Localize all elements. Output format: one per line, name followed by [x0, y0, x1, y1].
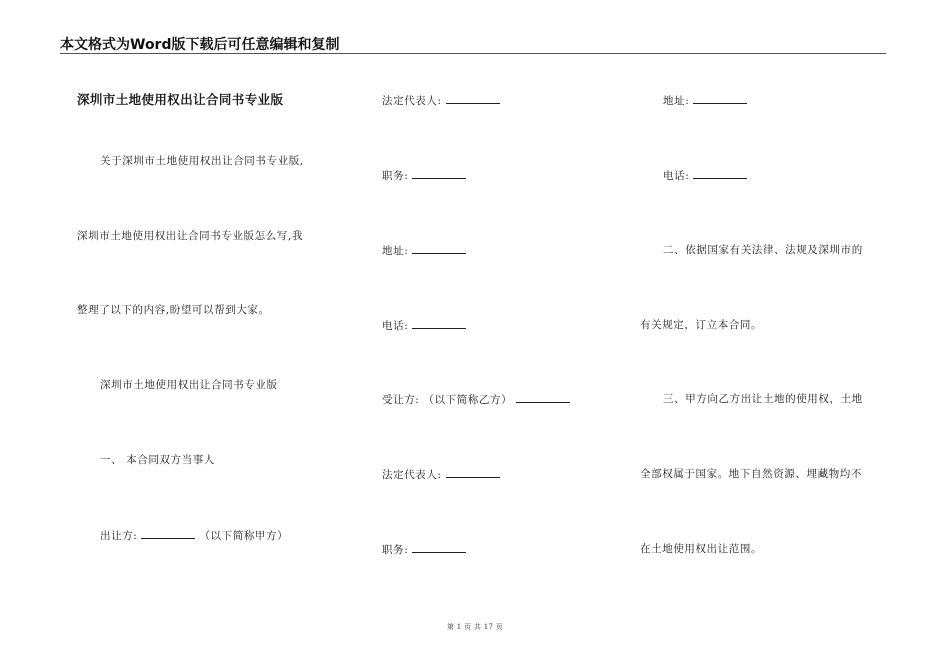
- blank-line: [141, 528, 195, 539]
- field-label: 电话:: [663, 170, 690, 182]
- field-label: 法定代表人:: [382, 95, 442, 107]
- field-label: 法定代表人:: [382, 469, 442, 481]
- paragraph-line: 三、甲方向乙方出让土地的使用权，土地: [663, 393, 863, 405]
- field-label: 地址:: [663, 95, 690, 107]
- paragraph-line: 有关规定，订立本合同。: [640, 319, 763, 331]
- paragraph-line: 整理了以下的内容,盼望可以帮到大家。: [77, 304, 270, 316]
- field-line: [663, 168, 747, 183]
- paragraph-line: 关于深圳市土地使用权出让合同书专业版,: [100, 155, 304, 167]
- header-text: 本文格式为Word版下载后可任意编辑和复制: [60, 37, 340, 53]
- field-label: 地址:: [382, 245, 409, 257]
- blank-line: [516, 392, 570, 403]
- assignor-line: [100, 528, 288, 543]
- blank-line: [412, 542, 466, 553]
- field-line: [382, 467, 500, 482]
- field-label: 电话:: [382, 320, 409, 332]
- blank-line: [446, 93, 500, 104]
- field-label: 职务:: [382, 170, 409, 182]
- paragraph-line: 全部权属于国家。地下自然资源、埋藏物均不: [640, 468, 862, 480]
- field-note: （以下简称甲方）: [199, 530, 289, 542]
- field-label: 职务:: [382, 544, 409, 556]
- blank-line: [412, 243, 466, 254]
- paragraph-line: 在土地使用权出让范围。: [640, 543, 763, 555]
- blank-line: [446, 467, 500, 478]
- paragraph-line: 深圳市土地使用权出让合同书专业版: [100, 379, 278, 391]
- blank-line: [412, 168, 466, 179]
- field-label: 出让方:: [100, 530, 138, 542]
- blank-line: [693, 93, 747, 104]
- section-heading: 一、 本合同双方当事人: [100, 454, 215, 466]
- field-line: [663, 93, 747, 108]
- paragraph-line: 二、依据国家有关法律、法规及深圳市的: [663, 244, 863, 256]
- field-line: [382, 392, 570, 407]
- field-line: [382, 93, 500, 108]
- field-line: [382, 168, 466, 183]
- blank-line: [412, 318, 466, 329]
- field-label: 受让方: （以下简称乙方）: [382, 394, 513, 406]
- paragraph-line: 深圳市土地使用权出让合同书专业版怎么写,我: [77, 230, 303, 242]
- document-title: 深圳市土地使用权出让合同书专业版: [77, 92, 284, 107]
- field-line: [382, 318, 466, 333]
- field-line: [382, 243, 466, 258]
- blank-line: [693, 168, 747, 179]
- field-line: [382, 542, 466, 557]
- page-footer: 第 1 页 共 17 页: [446, 623, 504, 631]
- page-header: [60, 33, 886, 54]
